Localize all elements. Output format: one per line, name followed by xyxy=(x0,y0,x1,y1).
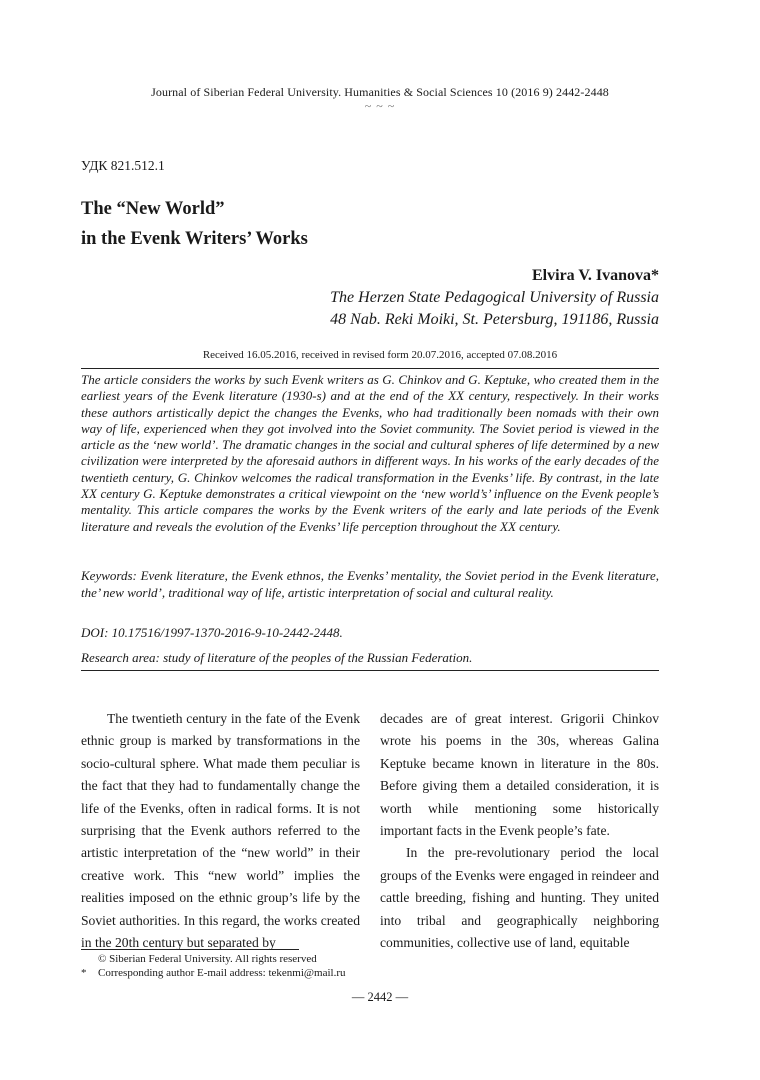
footnote-copyright: © Siberian Federal University. All rights reserved xyxy=(98,953,317,965)
author-name: Elvira V. Ivanova* xyxy=(532,267,659,284)
body-paragraph: decades are of great interest. Grigorii Chinkov wrote his poems in the 30s, whereas Galina Keptuke became known in literature in the 80s. Before giving them a detailed consideration, it is worth while mentioning some historically important facts in the Evenk people’s fate. xyxy=(380,711,659,839)
title-line-2: in the Evenk Writers’ Works xyxy=(81,229,308,249)
author-address: 48 Nab. Reki Moiki, St. Petersburg, 191186, Russia xyxy=(330,311,659,328)
doi: DOI: 10.17516/1997-1370-2016-9-10-2442-2448. xyxy=(81,625,343,640)
udk-code: УДК 821.512.1 xyxy=(81,158,165,173)
abstract-bottom-rule xyxy=(81,670,659,671)
body-paragraph: In the pre-revolutionary period the local groups of the Evenks were engaged in reindeer and cattle breeding, fishing and hunting. They united into tribal and geographically neighboring communities, collective use of land, equitable xyxy=(380,845,659,951)
author-affiliation: The Herzen State Pedagogical University of Russia xyxy=(330,289,659,306)
research-area: Research area: study of literature of the peoples of the Russian Federation. xyxy=(81,650,473,665)
abstract: The article considers the works by such Evenk writers as G. Chinkov and G. Keptuke, who created them in the earliest years of the Evenk literature (1930-s) and at the end of the XX century, respectively. In their works these authors artistically depict the changes the Evenks, who had traditionally been nomads with their own way of life, experienced when they got involved into the Soviet community. The Soviet period is viewed in the article as the ‘new world’. The dramatic changes in the social and cultural spheres of life determined by a new civilization were interpreted by the aforesaid authors in different ways. In his works of the early decades of the twentieth century, G. Chinkov welcomes the radical transformation in the Evenks’ life. By contrast, in the late XX century G. Keptuke demonstrates a critical viewpoint on the ‘new world’s’ influence on the Evenk people’s mentality. This article compares the works by the Evenk writers of the early and late periods of the Evenk literature and reveals the evolution of the Evenks’ life perception throughout the XX century. xyxy=(81,372,659,534)
title-line-1: The “New World” xyxy=(81,199,225,219)
page-number: — 2442 — xyxy=(351,990,409,1004)
article-title xyxy=(81,194,308,254)
abstract-top-rule xyxy=(81,368,659,369)
footnote-corresponding-author: Corresponding author E-mail address: tekenmi@mail.ru xyxy=(98,967,346,979)
footnote-asterisk: * xyxy=(81,967,87,979)
body-column-right xyxy=(380,708,659,954)
author-block xyxy=(330,265,659,331)
header-ornament: ~ ~ ~ xyxy=(364,99,396,113)
footnote-rule xyxy=(81,949,299,950)
body-paragraph: The twentieth century in the fate of the Evenk ethnic group is marked by transformations in the socio-cultural sphere. What made them peculiar is the fact that they had to fundamentally change the life of the Evenks, often in radical forms. It is not surprising that the Evenk authors referred to the artistic interpretation of the “new world” in their creative work. This “new world” implies the realities imposed on the ethnic group’s life by the Soviet authorities. In this regard, the works created in the 20th century but separated by xyxy=(81,711,360,951)
keywords: Keywords: Evenk literature, the Evenk ethnos, the Evenks’ mentality, the Soviet period in the Evenk literature, the’ new world’, traditional way of life, artistic interpretation of social and cultural reality. xyxy=(81,568,659,600)
body-column-left xyxy=(81,708,360,954)
journal-header: Journal of Siberian Federal University. Humanities & Social Sciences 10 (2016 9) 2442-2448 xyxy=(151,85,609,99)
received-dates: Received 16.05.2016, received in revised form 20.07.2016, accepted 07.08.2016 xyxy=(202,349,558,361)
